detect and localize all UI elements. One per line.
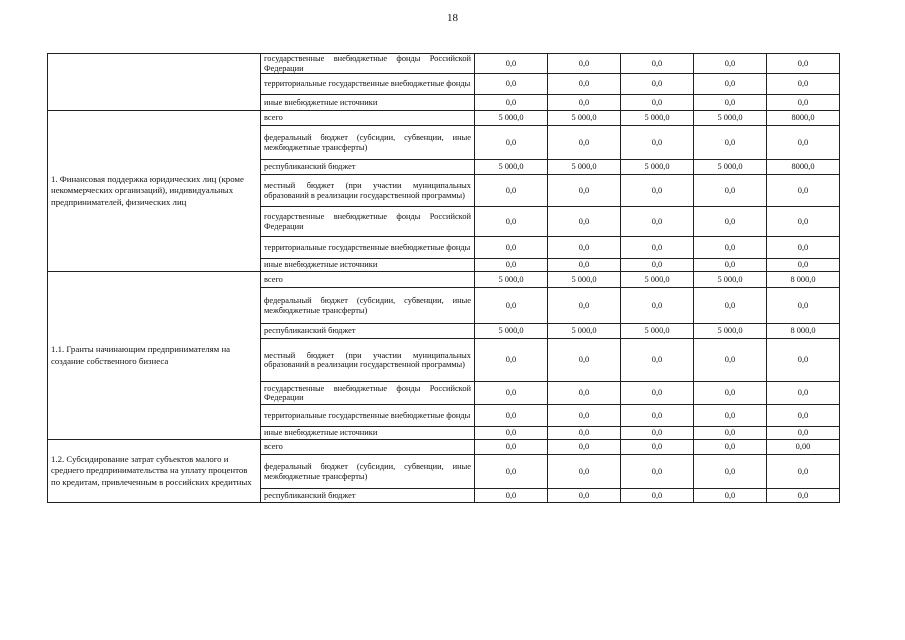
value-cell: 0,0 xyxy=(548,54,621,74)
funding-source-cell: федеральный бюджет (субсидии, субвенции, иные межбюджетные трансферты) xyxy=(261,288,475,324)
value-cell: 8000,0 xyxy=(767,160,840,175)
value-cell: 0,0 xyxy=(475,74,548,95)
value-cell: 0,0 xyxy=(475,427,548,440)
event-cell: 1.1. Гранты начинающим предпринимателям на создание собственного бизнеса xyxy=(48,272,261,440)
value-cell: 0,0 xyxy=(548,74,621,95)
funding-source-cell: иные внебюджетные источники xyxy=(261,259,475,272)
value-cell: 0,0 xyxy=(694,288,767,324)
value-cell: 0,0 xyxy=(621,74,694,95)
value-cell: 0,0 xyxy=(548,427,621,440)
event-cell: 1.2. Субсидирование затрат субъектов малого и среднего предпринимательства на уплату процентов по кредитам, привлеченным в российских кредитных xyxy=(48,440,261,503)
value-cell: 0,0 xyxy=(548,440,621,455)
value-cell: 0,0 xyxy=(475,126,548,160)
value-cell: 0,0 xyxy=(548,259,621,272)
value-cell: 0,0 xyxy=(475,95,548,111)
funding-source-cell: местный бюджет (при участии муниципальных образований в реализации государственной программы) xyxy=(261,339,475,382)
value-cell: 0,0 xyxy=(548,405,621,427)
value-cell: 0,0 xyxy=(621,175,694,207)
value-cell: 0,0 xyxy=(767,455,840,489)
value-cell: 0,0 xyxy=(767,339,840,382)
value-cell: 0,0 xyxy=(767,95,840,111)
value-cell: 0,0 xyxy=(694,54,767,74)
value-cell: 0,0 xyxy=(767,237,840,259)
value-cell: 0,0 xyxy=(767,489,840,503)
funding-source-cell: республиканский бюджет xyxy=(261,489,475,503)
value-cell: 0,0 xyxy=(548,237,621,259)
value-cell: 0,00 xyxy=(767,440,840,455)
funding-source-cell: государственные внебюджетные фонды Российской Федерации xyxy=(261,54,475,74)
value-cell: 0,0 xyxy=(475,339,548,382)
funding-source-cell: иные внебюджетные источники xyxy=(261,95,475,111)
value-cell: 0,0 xyxy=(475,207,548,237)
value-cell: 0,0 xyxy=(767,427,840,440)
value-cell: 0,0 xyxy=(475,440,548,455)
value-cell: 5 000,0 xyxy=(621,111,694,126)
value-cell: 0,0 xyxy=(767,207,840,237)
value-cell: 0,0 xyxy=(621,440,694,455)
value-cell: 5 000,0 xyxy=(475,160,548,175)
value-cell: 0,0 xyxy=(475,175,548,207)
table-row xyxy=(48,54,840,74)
value-cell: 0,0 xyxy=(767,175,840,207)
value-cell: 0,0 xyxy=(694,382,767,405)
funding-source-cell: государственные внебюджетные фонды Российской Федерации xyxy=(261,382,475,405)
value-cell: 8 000,0 xyxy=(767,324,840,339)
value-cell: 0,0 xyxy=(621,95,694,111)
value-cell: 0,0 xyxy=(621,237,694,259)
value-cell: 0,0 xyxy=(621,207,694,237)
value-cell: 0,0 xyxy=(767,259,840,272)
value-cell: 5 000,0 xyxy=(475,111,548,126)
funding-source-cell: всего xyxy=(261,111,475,126)
value-cell: 0,0 xyxy=(767,126,840,160)
funding-source-cell: государственные внебюджетные фонды Российской Федерации xyxy=(261,207,475,237)
value-cell: 0,0 xyxy=(548,288,621,324)
value-cell: 0,0 xyxy=(694,339,767,382)
value-cell: 0,0 xyxy=(621,427,694,440)
value-cell: 5 000,0 xyxy=(475,324,548,339)
funding-source-cell: иные внебюджетные источники xyxy=(261,427,475,440)
value-cell: 5 000,0 xyxy=(694,111,767,126)
value-cell: 0,0 xyxy=(548,339,621,382)
funding-source-cell: территориальные государственные внебюджетные фонды xyxy=(261,405,475,427)
value-cell: 0,0 xyxy=(548,126,621,160)
value-cell: 5 000,0 xyxy=(694,160,767,175)
value-cell: 5 000,0 xyxy=(548,272,621,288)
value-cell: 0,0 xyxy=(767,382,840,405)
value-cell: 0,0 xyxy=(694,455,767,489)
value-cell: 0,0 xyxy=(694,74,767,95)
value-cell: 0,0 xyxy=(475,288,548,324)
value-cell: 0,0 xyxy=(475,405,548,427)
value-cell: 5 000,0 xyxy=(621,324,694,339)
value-cell: 0,0 xyxy=(621,405,694,427)
value-cell: 5 000,0 xyxy=(548,324,621,339)
value-cell: 0,0 xyxy=(621,489,694,503)
value-cell: 0,0 xyxy=(621,339,694,382)
value-cell: 5 000,0 xyxy=(548,111,621,126)
value-cell: 0,0 xyxy=(548,207,621,237)
value-cell: 0,0 xyxy=(694,207,767,237)
value-cell: 5 000,0 xyxy=(475,272,548,288)
funding-source-cell: республиканский бюджет xyxy=(261,160,475,175)
value-cell: 5 000,0 xyxy=(694,324,767,339)
value-cell: 5 000,0 xyxy=(621,272,694,288)
value-cell: 5 000,0 xyxy=(548,160,621,175)
funding-source-cell: территориальные государственные внебюджетные фонды xyxy=(261,237,475,259)
value-cell: 0,0 xyxy=(621,126,694,160)
value-cell: 8 000,0 xyxy=(767,272,840,288)
value-cell: 0,0 xyxy=(694,237,767,259)
table-row xyxy=(48,111,840,126)
funding-source-cell: всего xyxy=(261,440,475,455)
table-row xyxy=(48,272,840,288)
value-cell: 0,0 xyxy=(767,288,840,324)
value-cell: 8000,0 xyxy=(767,111,840,126)
funding-source-cell: местный бюджет (при участии муниципальных образований в реализации государственной программы) xyxy=(261,175,475,207)
value-cell: 0,0 xyxy=(694,427,767,440)
value-cell: 0,0 xyxy=(621,382,694,405)
event-cell xyxy=(48,54,261,111)
funding-source-cell: федеральный бюджет (субсидии, субвенции, иные межбюджетные трансферты) xyxy=(261,126,475,160)
value-cell: 5 000,0 xyxy=(621,160,694,175)
value-cell: 0,0 xyxy=(475,382,548,405)
value-cell: 0,0 xyxy=(694,259,767,272)
value-cell: 0,0 xyxy=(767,54,840,74)
funding-source-cell: федеральный бюджет (субсидии, субвенции, иные межбюджетные трансферты) xyxy=(261,455,475,489)
value-cell: 0,0 xyxy=(694,489,767,503)
value-cell: 0,0 xyxy=(475,455,548,489)
funding-source-cell: всего xyxy=(261,272,475,288)
value-cell: 0,0 xyxy=(548,95,621,111)
value-cell: 0,0 xyxy=(621,288,694,324)
value-cell: 0,0 xyxy=(475,259,548,272)
value-cell: 0,0 xyxy=(694,95,767,111)
funding-source-cell: территориальные государственные внебюджетные фонды xyxy=(261,74,475,95)
value-cell: 0,0 xyxy=(694,405,767,427)
value-cell: 0,0 xyxy=(548,455,621,489)
funding-source-cell: республиканский бюджет xyxy=(261,324,475,339)
value-cell: 0,0 xyxy=(767,405,840,427)
page-number: 18 xyxy=(447,12,458,24)
value-cell: 0,0 xyxy=(621,455,694,489)
value-cell: 0,0 xyxy=(767,74,840,95)
value-cell: 0,0 xyxy=(475,54,548,74)
value-cell: 0,0 xyxy=(548,489,621,503)
value-cell: 5 000,0 xyxy=(694,272,767,288)
value-cell: 0,0 xyxy=(475,237,548,259)
funding-table xyxy=(47,53,840,503)
event-cell: 1. Финансовая поддержка юридических лиц (кроме некоммерческих организаций), индивидуальных предпринимателей, физических лиц xyxy=(48,111,261,272)
value-cell: 0,0 xyxy=(548,382,621,405)
value-cell: 0,0 xyxy=(621,54,694,74)
value-cell: 0,0 xyxy=(694,175,767,207)
value-cell: 0,0 xyxy=(694,126,767,160)
value-cell: 0,0 xyxy=(694,440,767,455)
value-cell: 0,0 xyxy=(621,259,694,272)
value-cell: 0,0 xyxy=(548,175,621,207)
table-row xyxy=(48,440,840,455)
value-cell: 0,0 xyxy=(475,489,548,503)
